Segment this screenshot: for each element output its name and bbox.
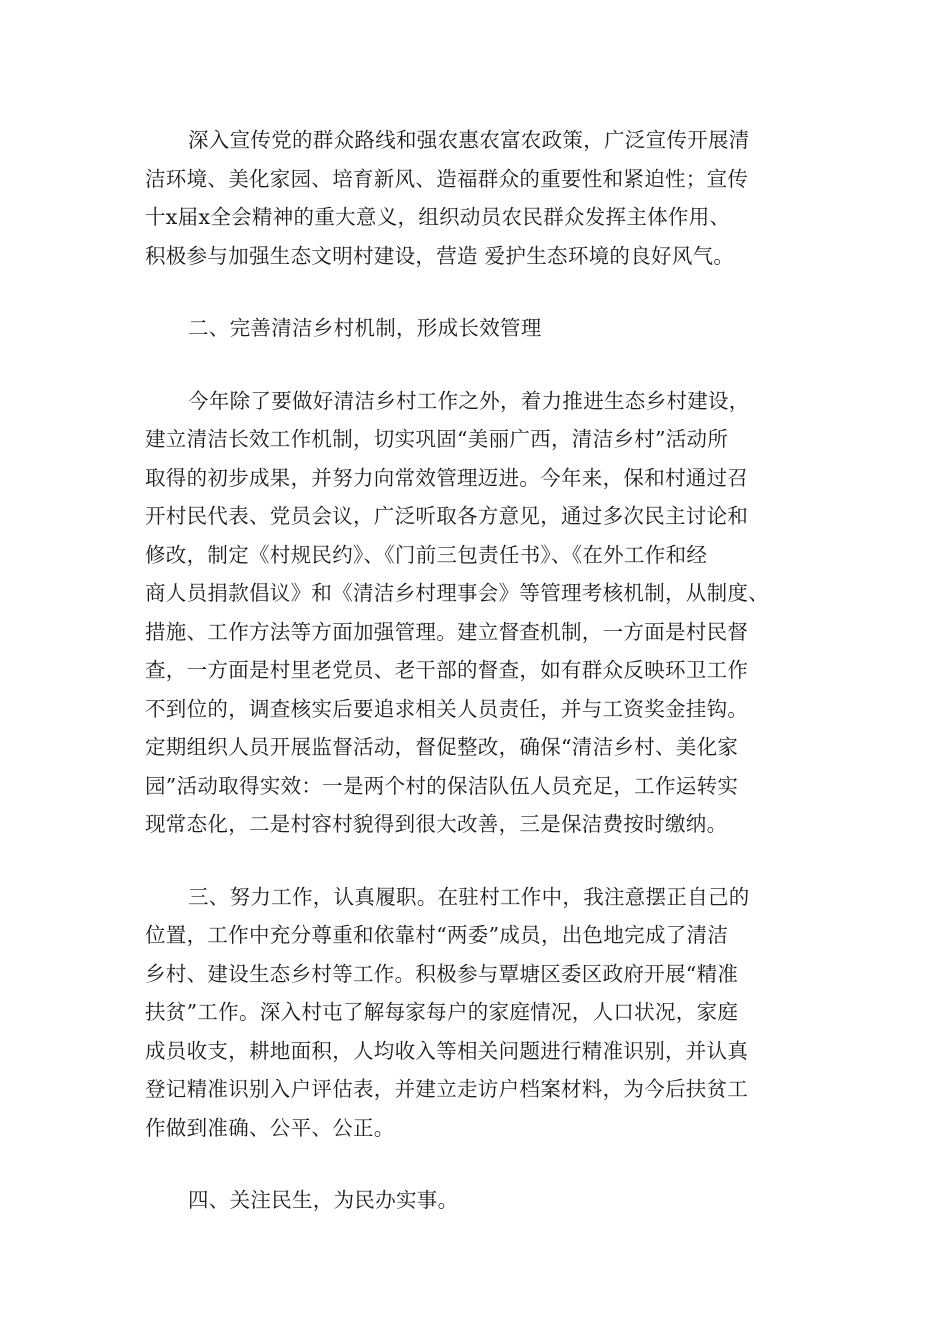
text-line: 成员收支，耕地面积，人均收入等相关问题进行精准识别，并认真 xyxy=(145,1038,749,1063)
text-line: 十x届x全会精神的重大意义，组织动员农民群众发挥主体作用、 xyxy=(145,205,731,229)
paragraph-spacing xyxy=(145,275,810,309)
document-body xyxy=(145,121,810,1220)
paragraph-mechanism xyxy=(145,382,810,844)
section-heading-3-paragraph xyxy=(145,878,810,1148)
text-line: 修改，制定《村规民约》、《门前三包责任书》、《在外工作和经 xyxy=(145,542,708,567)
paragraph-spacing xyxy=(145,1147,810,1181)
text-line: 位置，工作中充分尊重和依靠村“两委”成员，出色地完成了清洁 xyxy=(145,923,729,947)
text-line: 今年除了要做好清洁乡村工作之外，着力推进生态乡村建设， xyxy=(188,388,750,413)
text-line: 积极参与加强生态文明村建设，营造 爱护生态环境的良好风气。 xyxy=(145,243,735,268)
text-line: 措施、工作方法等方面加强管理。建立督查机制，一方面是村民督 xyxy=(145,619,749,644)
text-line: 三、努力工作，认真履职。在驻村工作中，我注意摆正自己的 xyxy=(188,884,750,909)
text-line: 乡村、建设生态乡村等工作。积极参与覃塘区委区政府开展“精准 xyxy=(145,961,739,986)
paragraph-publicity xyxy=(145,121,810,275)
heading-text: 四、关注民生，为民办实事。 xyxy=(188,1188,459,1212)
paragraph-spacing xyxy=(145,844,810,878)
text-line: 深入宣传党的群众路线和强农惠农富农政策，广泛宣传开展清 xyxy=(188,128,750,152)
text-line: 洁环境、美化家园、培育新风、造福群众的重要性和紧迫性；宣传 xyxy=(145,166,749,191)
text-line: 作做到准确、公平、公正。 xyxy=(145,1115,395,1140)
text-line: 扶贫”工作。深入村屯了解每家每户的家庭情况，人口状况，家庭 xyxy=(145,1000,739,1024)
text-line: 建立清洁长效工作机制，切实巩固“美丽广西，清洁乡村”活动所 xyxy=(145,427,729,451)
heading-text: 二、完善清洁乡村机制，形成长效管理 xyxy=(188,316,542,340)
text-line: 不到位的，调查核实后要追求相关人员责任，并与工资奖金挂钩。 xyxy=(145,696,749,721)
text-line: 定期组织人员开展监督活动，督促整改，确保“清洁乡村、美化家 xyxy=(145,735,739,759)
section-heading-2 xyxy=(145,309,810,348)
paragraph-spacing xyxy=(145,348,810,382)
text-line: 取得的初步成果，并努力向常效管理迈进。今年来，保和村通过召 xyxy=(145,465,749,490)
text-line: 园”活动取得实效：一是两个村的保洁队伍人员充足，工作运转实 xyxy=(145,773,739,798)
text-line: 开村民代表、党员会议，广泛听取各方意见，通过多次民主讨论和 xyxy=(145,504,749,528)
text-line: 查，一方面是村里老党员、老干部的督查，如有群众反映环卫工作 xyxy=(145,658,749,682)
text-line: 登记精准识别入户评估表，并建立走访户档案材料，为今后扶贫工 xyxy=(145,1077,749,1101)
text-line: 商人员捐款倡议》和《清洁乡村理事会》等管理考核机制，从制度、 xyxy=(145,581,769,605)
section-heading-4 xyxy=(145,1181,810,1220)
text-line: 现常态化，二是村容村貌得到很大改善，三是保洁费按时缴纳。 xyxy=(145,812,728,836)
